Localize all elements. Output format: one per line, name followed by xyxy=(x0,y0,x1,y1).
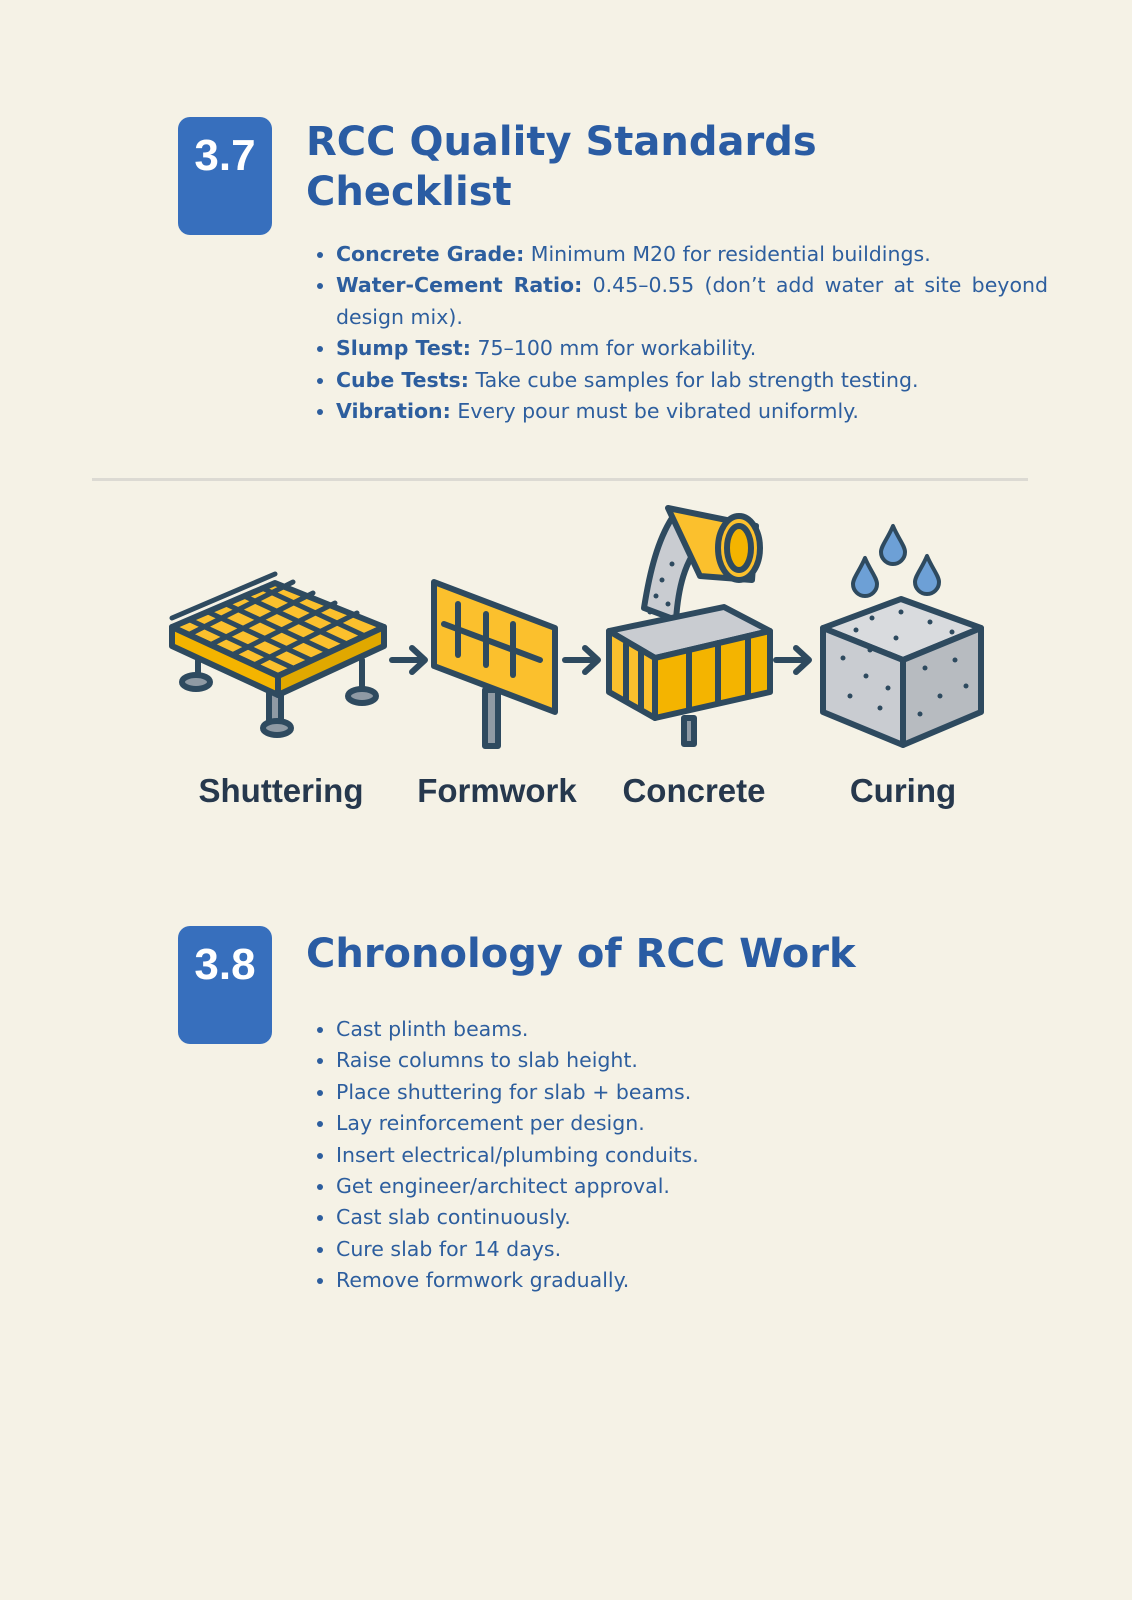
list-item: • Cast slab continuously. xyxy=(336,1202,1048,1233)
list-item: • Water-Cement Ratio: 0.45–0.55 (don’t add water at site beyond design mix). xyxy=(336,270,1048,333)
list-item: • Cure slab for 14 days. xyxy=(336,1234,1048,1265)
list-item: • Place shuttering for slab + beams. xyxy=(336,1077,1048,1108)
list-item: • Concrete Grade: Minimum M20 for residential buildings. xyxy=(336,239,1048,270)
list-item: • Remove formwork gradually. xyxy=(336,1265,1048,1296)
section-title: RCC Quality Standards Checklist xyxy=(306,119,817,215)
arrow-icon xyxy=(392,648,425,672)
list-item: • Lay reinforcement per design. xyxy=(336,1108,1048,1139)
list-item: • Slump Test: 75–100 mm for workability. xyxy=(336,333,1048,364)
reinforcement-mesh-icon xyxy=(172,574,384,735)
list-item: • Cube Tests: Take cube samples for lab strength testing. xyxy=(336,365,1048,396)
section-divider xyxy=(92,478,1028,481)
list-item: • Raise columns to slab height. xyxy=(336,1045,1048,1076)
section-3-7 xyxy=(178,117,1048,437)
section-number-badge: 3.8 xyxy=(178,926,272,1044)
list-item: • Insert electrical/plumbing conduits. xyxy=(336,1140,1048,1171)
list-item: • Vibration: Every pour must be vibrated uniformly. xyxy=(336,396,1048,427)
section-3-8 xyxy=(178,926,1020,1306)
arrow-icon xyxy=(565,648,598,672)
quality-checklist xyxy=(309,239,1048,427)
section-number-badge: 3.7 xyxy=(178,117,272,235)
step-label-formwork: Formwork xyxy=(417,772,577,809)
list-item: • Cast plinth beams. xyxy=(336,1014,1048,1045)
curing-cube-icon xyxy=(823,526,981,745)
step-label-concrete: Concrete xyxy=(622,772,766,809)
concrete-pour-icon xyxy=(609,508,770,744)
chronology-list xyxy=(309,1014,1048,1297)
step-label-shuttering: Shuttering xyxy=(198,772,364,809)
step-label-curing: Curing xyxy=(849,772,957,809)
section-title: Chronology of RCC Work xyxy=(306,931,856,977)
list-item: • Get engineer/architect approval. xyxy=(336,1171,1048,1202)
rcc-process-diagram xyxy=(0,500,1132,830)
formwork-panel-icon xyxy=(434,582,555,746)
arrow-icon xyxy=(776,648,809,672)
